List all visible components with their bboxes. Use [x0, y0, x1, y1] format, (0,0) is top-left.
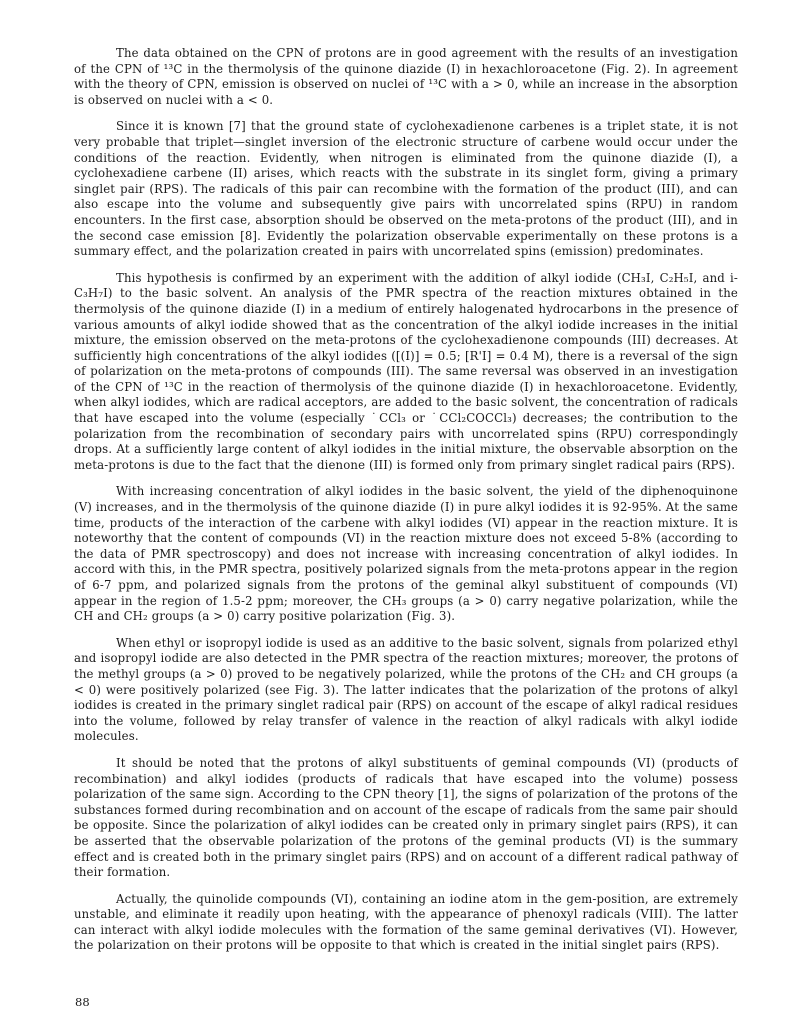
- paragraph-3: This hypothesis is confirmed by an experiment with the addition of alkyl iodide (CH₃I, C₂H₅I, and i-C₃H₇I) to the basic solvent. An analysis of the PMR spectra of the reaction mixtures obtained in the thermolysis of the quinone diazide (I) in a medium of entirely halogenated hydrocarbons in the presence of various amounts of alkyl iodide showed that as the concentration of the alkyl iodide increases in the initial mixture, the emission observed on the meta-protons of the cyclohexadienone compounds (III) decreases. At sufficiently high concentrations of the alkyl iodides ([(I)] = 0.5; [R'I] = 0.4 M), there is a reversal of the sign of polarization on the meta-protons of compounds (III). The same reversal was observed in an investigation of the CPN of ¹³C in the reaction of thermolysis of the quinone diazide (I) in hexachloroacetone. Evidently, when alkyl iodides, which are radical acceptors, are added to the basic solvent, the concentration of radicals that have escaped into the volume (especially ˙CCl₃ or ˙CCl₂COCCl₃) decreases; the contribution to the polarization from the recombination of secondary pairs with uncorrelated spins (RPU) correspondingly drops. At a sufficiently large content of alkyl iodides in the initial mixture, the observable absorption on the meta-protons is due to the fact that the dienone (III) is formed only from primary singlet radical pairs (RPS).: [74, 270, 738, 472]
- paragraph-1: The data obtained on the CPN of protons are in good agreement with the results of an investigation of the CPN of ¹³C in the thermolysis of the quinone diazide (I) in hexachloroacetone (Fig. 2). In agreement with the theory of CPN, emission is observed on nuclei of ¹³C with a > 0, while an increase in the absorption is observed on nuclei with a < 0.: [74, 46, 738, 107]
- paragraph-5: When ethyl or isopropyl iodide is used as an additive to the basic solvent, signals from polarized ethyl and isopropyl iodide are also detected in the PMR spectra of the reaction mixtures; moreover, the protons of the methyl groups (a > 0) proved to be negatively polarized, while the protons of the CH₂ and CH groups (a < 0) were positively polarized (see Fig. 3). The latter indicates that the polarization of the protons of alkyl iodides is created in the primary singlet radical pair (RPS) on account of the escape of alkyl radical residues into the volume, followed by relay transfer of valence in the reaction of alkyl radicals with alkyl iodide molecules.: [74, 635, 738, 744]
- page-number: 88: [75, 995, 90, 1009]
- paragraph-4: With increasing concentration of alkyl iodides in the basic solvent, the yield of the diphenoquinone (V) increases, and in the thermolysis of the quinone diazide (I) in pure alkyl iodides it is 92-95%. At the same time, products of the interaction of the carbene with alkyl iodides (VI) appear in the reaction mixture. It is noteworthy that the content of compounds (VI) in the reaction mixture does not exceed 5-8% (according to the data of PMR spectroscopy) and does not increase with increasing concentration of alkyl iodides. In accord with this, in the PMR spectra, positively polarized signals from the meta-protons appear in the region of 6-7 ppm, and polarized signals from the protons of the geminal alkyl substituent of compounds (VI) appear in the region of 1.5-2 ppm; moreover, the CH₃ groups (a > 0) carry negative polarization, while the CH and CH₂ groups (a > 0) carry positive polarization (Fig. 3).: [74, 484, 738, 624]
- page-body: [74, 46, 738, 965]
- paragraph-6: It should be noted that the protons of alkyl substituents of geminal compounds (VI) (products of recombination) and alkyl iodides (products of radicals that have escaped into the volume) possess polarization of the same sign. According to the CPN theory [1], the signs of polarization of the protons of the substances formed during recombination and on account of the escape of radicals from the same pair should be opposite. Since the polarization of alkyl iodides can be created only in primary singlet pairs (RPS), it can be asserted that the observable polarization of the protons of the geminal products (VI) is the summary effect and is created both in the primary singlet pairs (RPS) and on account of a different radical pathway of their formation.: [74, 755, 738, 880]
- paragraph-2: Since it is known [7] that the ground state of cyclohexadienone carbenes is a triplet state, it is not very probable that triplet—singlet inversion of the electronic structure of carbene would occur under the conditions of the reaction. Evidently, when nitrogen is eliminated from the quinone diazide (I), a cyclohexadiene carbene (II) arises, which reacts with the substrate in its singlet form, giving a primary singlet pair (RPS). The radicals of this pair can recombine with the formation of the product (III), and can also escape into the volume and subsequently give pairs with uncorrelated spins (RPU) in random encounters. In the first case, absorption should be observed on the meta-protons of the product (III), and in the second case emission [8]. Evidently the polarization observable experimentally on these protons is a summary effect, and the polarization created in pairs with uncorrelated spins (emission) predominates.: [74, 119, 738, 259]
- paragraph-7: Actually, the quinolide compounds (VI), containing an iodine atom in the gem-position, are extremely unstable, and eliminate it readily upon heating, with the appearance of phenoxyl radicals (VIII). The latter can interact with alkyl iodide molecules with the formation of the same geminal derivatives (VI). However, the polarization on their protons will be opposite to that which is created in the initial singlet pairs (RPS).: [74, 891, 738, 953]
